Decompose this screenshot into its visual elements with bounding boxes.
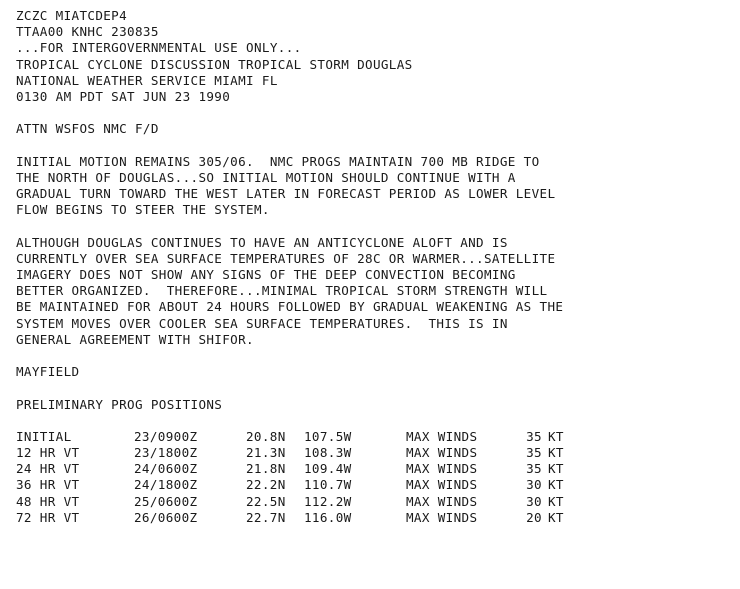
- header-line-awips-id: TTAA00 KNHC 230835: [16, 24, 159, 40]
- prog-longitude: 109.4W: [304, 461, 352, 477]
- prog-longitude: 110.7W: [304, 477, 352, 493]
- prog-longitude: 116.0W: [304, 509, 352, 525]
- header-line-product-title: TROPICAL CYCLONE DISCUSSION TROPICAL STORM DOUGLAS: [16, 56, 413, 72]
- prog-position-row: [16, 461, 732, 477]
- prog-wind-speed: 35: [526, 445, 542, 461]
- prog-valid-time: 23/0900Z: [134, 428, 198, 444]
- paragraph-line: SYSTEM MOVES OVER COOLER SEA SURFACE TEMPERATURES. THIS IS IN: [16, 315, 508, 331]
- prog-wind-speed: 30: [526, 493, 542, 509]
- prog-wind-speed: 30: [526, 477, 542, 493]
- prog-valid-time: 23/1800Z: [134, 445, 198, 461]
- spacer: [16, 348, 732, 364]
- discussion-document: [16, 8, 732, 526]
- paragraph-line: INITIAL MOTION REMAINS 305/06. NMC PROGS MAINTAIN 700 MB RIDGE TO: [16, 153, 540, 169]
- paragraph-line: FLOW BEGINS TO STEER THE SYSTEM.: [16, 202, 270, 218]
- prog-valid-label: 12 HR VT: [16, 445, 80, 461]
- prog-wind-unit: KT: [548, 428, 564, 444]
- prog-wind-speed: 35: [526, 428, 542, 444]
- prog-longitude: 112.2W: [304, 493, 352, 509]
- paragraph-line: CURRENTLY OVER SEA SURFACE TEMPERATURES OF 28C OR WARMER...SATELLITE: [16, 250, 556, 266]
- prog-position-row: [16, 477, 732, 493]
- prog-max-winds-label: MAX WINDS: [406, 493, 478, 509]
- prog-latitude: 22.2N: [246, 477, 286, 493]
- prog-valid-label: 24 HR VT: [16, 461, 80, 477]
- paragraph-line: GENERAL AGREEMENT WITH SHIFOR.: [16, 331, 254, 347]
- prog-valid-label: INITIAL: [16, 428, 72, 444]
- spacer: [16, 218, 732, 234]
- prog-valid-label: 36 HR VT: [16, 477, 80, 493]
- prog-valid-time: 24/1800Z: [134, 477, 198, 493]
- forecaster-signature: MAYFIELD: [16, 364, 80, 380]
- prog-max-winds-label: MAX WINDS: [406, 445, 478, 461]
- header-line-wmo-id: ZCZC MIATCDEP4: [16, 8, 128, 23]
- spacer: [16, 138, 732, 154]
- paragraph-line: IMAGERY DOES NOT SHOW ANY SIGNS OF THE DEEP CONVECTION BECOMING: [16, 267, 516, 282]
- spacer: [16, 413, 732, 429]
- header-line-distribution: ...FOR INTERGOVERNMENTAL USE ONLY...: [16, 40, 302, 56]
- prog-wind-unit: KT: [548, 445, 564, 461]
- header-line-office: NATIONAL WEATHER SERVICE MIAMI FL: [16, 72, 278, 88]
- prog-latitude: 20.8N: [246, 428, 286, 444]
- prog-latitude: 22.7N: [246, 509, 286, 525]
- paragraph-line: BE MAINTAINED FOR ABOUT 24 HOURS FOLLOWED BY GRADUAL WEAKENING AS THE: [16, 299, 564, 315]
- prog-wind-speed: 20: [526, 509, 542, 525]
- paragraph-line: THE NORTH OF DOUGLAS...SO INITIAL MOTION SHOULD CONTINUE WITH A: [16, 169, 516, 185]
- prog-valid-label: 72 HR VT: [16, 509, 80, 525]
- prog-wind-unit: KT: [548, 461, 564, 477]
- paragraph-line: ALTHOUGH DOUGLAS CONTINUES TO HAVE AN ANTICYCLONE ALOFT AND IS: [16, 234, 508, 250]
- prog-valid-time: 24/0600Z: [134, 461, 198, 477]
- prog-wind-unit: KT: [548, 477, 564, 493]
- prog-positions-title: PRELIMINARY PROG POSITIONS: [16, 396, 223, 412]
- spacer: [16, 380, 732, 396]
- prog-position-row: [16, 429, 732, 445]
- prog-longitude: 107.5W: [304, 428, 352, 444]
- prog-latitude: 21.3N: [246, 445, 286, 461]
- prog-max-winds-label: MAX WINDS: [406, 428, 478, 444]
- prog-position-row: [16, 494, 732, 510]
- prog-max-winds-label: MAX WINDS: [406, 509, 478, 525]
- spacer: [16, 105, 732, 121]
- prog-valid-time: 26/0600Z: [134, 509, 198, 525]
- prog-wind-speed: 35: [526, 461, 542, 477]
- paragraph-line: BETTER ORGANIZED. THEREFORE...MINIMAL TROPICAL STORM STRENGTH WILL: [16, 283, 548, 299]
- prog-valid-label: 48 HR VT: [16, 493, 80, 509]
- intensity-paragraph: [16, 235, 732, 348]
- paragraph-line: GRADUAL TURN TOWARD THE WEST LATER IN FORECAST PERIOD AS LOWER LEVEL: [16, 186, 556, 202]
- prog-latitude: 22.5N: [246, 493, 286, 509]
- header-line-issue-time: 0130 AM PDT SAT JUN 23 1990: [16, 88, 231, 104]
- prog-position-row: [16, 445, 732, 461]
- prog-longitude: 108.3W: [304, 445, 352, 461]
- prog-max-winds-label: MAX WINDS: [406, 461, 478, 477]
- prog-valid-time: 25/0600Z: [134, 493, 198, 509]
- prog-wind-unit: KT: [548, 493, 564, 509]
- prog-position-row: [16, 510, 732, 526]
- prog-positions-table: [16, 429, 732, 526]
- attention-line: ATTN WSFOS NMC F/D: [16, 121, 159, 137]
- prog-latitude: 21.8N: [246, 461, 286, 477]
- motion-paragraph: [16, 154, 732, 219]
- bulletin-header: [16, 8, 732, 105]
- prog-max-winds-label: MAX WINDS: [406, 477, 478, 493]
- prog-wind-unit: KT: [548, 509, 564, 525]
